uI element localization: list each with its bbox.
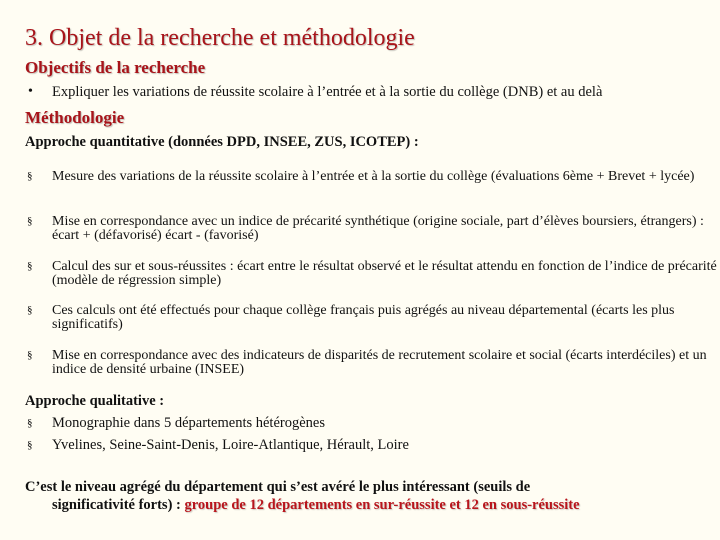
methodologie-heading: Méthodologie (25, 108, 125, 127)
objectifs-heading: Objectifs de la recherche (25, 58, 206, 77)
quantitative-item: Mise en correspondance avec un indice de précarité synthétique (origine sociale, part d’élèves boursiers, étrangers) : écart + (défavorisé) écart - (favorisé) (52, 214, 704, 243)
conclusion-line1: C’est le niveau agrégé du département qui s’est avéré le plus intéressant (seuils de (25, 479, 531, 495)
conclusion-line2-start: significativité forts) : (52, 497, 185, 513)
quantitative-marker: § (27, 304, 33, 316)
qualitative-item: Monographie dans 5 départements hétérogènes (52, 415, 325, 431)
quantitative-heading: Approche quantitative (données DPD, INSEE, ZUS, ICOTEP) : (25, 134, 419, 150)
quantitative-marker: § (27, 260, 33, 272)
conclusion (25, 478, 715, 514)
quantitative-item: Calcul des sur et sous-réussites : écart entre le résultat observé et le résultat attendu en fonction de l’indice de précarité (modèle de régression simple) (52, 259, 717, 288)
objectifs-bullet: Expliquer les variations de réussite scolaire à l’entrée et à la sortie du collège (DNB) et au delà (52, 84, 603, 100)
qualitative-item: Yvelines, Seine-Saint-Denis, Loire-Atlantique, Hérault, Loire (52, 437, 409, 453)
quantitative-item: Mise en correspondance avec des indicateurs de disparités de recrutement scolaire et social (écarts interdéciles) et un indice de densité urbaine (INSEE) (52, 348, 707, 377)
qualitative-heading: Approche qualitative : (25, 393, 165, 409)
conclusion-line2 (25, 496, 715, 514)
quantitative-item: Mesure des variations de la réussite scolaire à l’entrée et à la sortie du collège (évaluations 6ème + Brevet + lycée) (52, 169, 695, 184)
quantitative-marker: § (27, 349, 33, 361)
quantitative-marker: § (27, 215, 33, 227)
qualitative-marker: § (27, 417, 33, 429)
quantitative-item: Ces calculs ont été effectués pour chaque collège français puis agrégés au niveau départemental (écarts les plus significatifs) (52, 303, 675, 332)
bullet-marker: • (28, 84, 33, 99)
page-title: 3. Objet de la recherche et méthodologie (25, 25, 415, 51)
quantitative-marker: § (27, 170, 33, 182)
qualitative-marker: § (27, 439, 33, 451)
conclusion-highlight: groupe de 12 départements en sur-réussite et 12 en sous-réussite (184, 497, 580, 513)
